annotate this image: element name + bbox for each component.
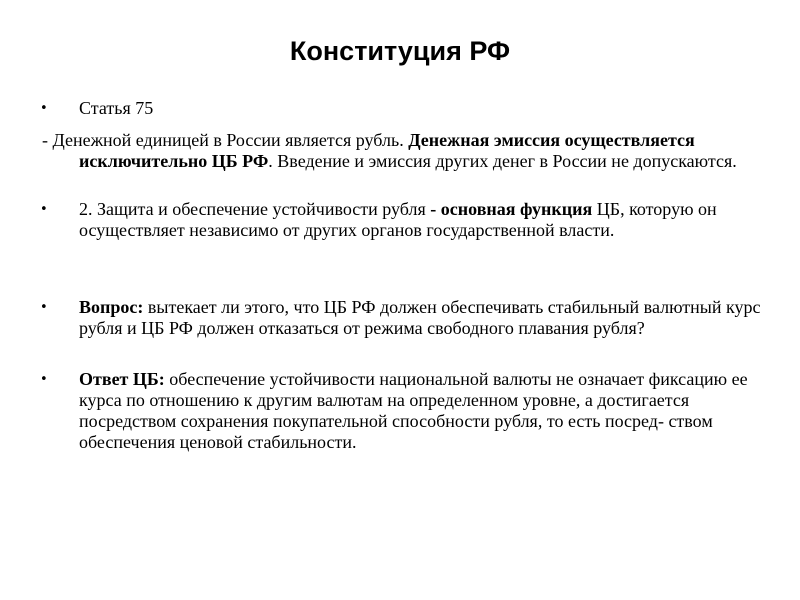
bullet-icon: • [40, 202, 48, 217]
text-run: 2. Защита и обеспечение устойчивости рубля [79, 199, 431, 219]
text-run: вытекает ли этого, что ЦБ РФ должен обеспечивать стабильный валютный курс рубля и ЦБ РФ должен отказаться от режима свободного плавания рубля? [79, 297, 761, 338]
bold-text-run: Ответ ЦБ: [79, 369, 165, 389]
bullet-icon: • [40, 101, 48, 116]
text-run: обеспечение устойчивости национальной валюты не означает фиксацию ее курса по отношению к другим валютам на определенном уровне, а достигается посредством сохранения покупательной способности рубля, то есть посред- ством обеспечения ценовой стабильности. [79, 369, 748, 452]
bold-text-run: - основная функция [430, 199, 593, 219]
paragraph-text: Статья 75 [79, 98, 154, 118]
slide-title: Конституция РФ [289, 36, 511, 66]
text-run: - Денежной единицей в России является рубль. [42, 130, 409, 150]
paragraph-text [79, 297, 769, 339]
paragraph-text [79, 369, 769, 453]
text-run: ЦБ, которую он осуществляет независимо от других органов государственной власти. [79, 199, 717, 240]
bullet-icon: • [40, 300, 48, 315]
bullet-icon: • [40, 372, 48, 387]
paragraph-text [42, 130, 779, 172]
text-run: . Введение и эмиссия других денег в России не допускаются. [268, 151, 737, 171]
paragraph-text [79, 199, 769, 241]
bold-text-run: Вопрос: [79, 297, 144, 317]
bold-text-run: Денежная эмиссия осуществляется исключительно ЦБ РФ [79, 130, 695, 171]
